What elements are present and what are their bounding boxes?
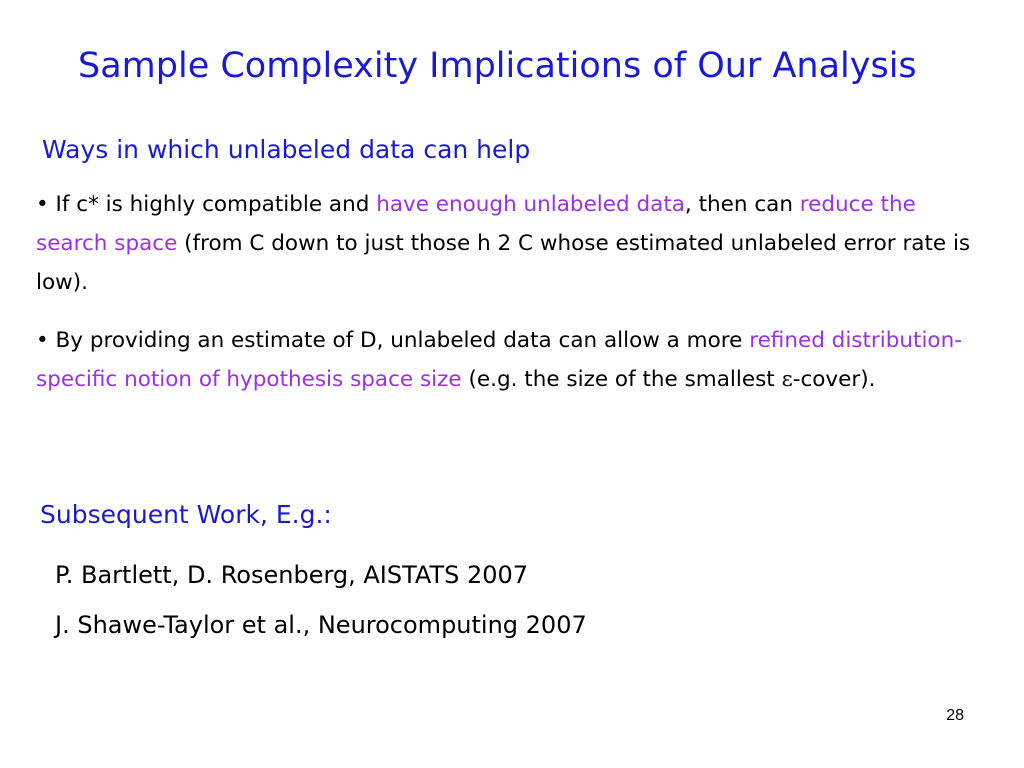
bullet-text: If c* is highly compatible and — [48, 192, 377, 217]
bullet-text: (e.g. the size of the smallest — [461, 367, 782, 392]
bullet-text: By providing an estimate of D, unlabeled data can allow a more — [48, 328, 750, 353]
highlight-enough-unlabeled-data: have enough unlabeled data — [376, 192, 685, 217]
reference-item: J. Shawe-Taylor et al., Neurocomputing 2007 — [55, 611, 587, 639]
page-number: 28 — [946, 707, 964, 724]
bullet-marker: • — [36, 328, 49, 353]
section-heading-unlabeled-data: Ways in which unlabeled data can help — [42, 135, 531, 164]
bullet-distribution-estimate — [36, 321, 976, 399]
bullet-marker: • — [36, 192, 49, 217]
bullet-text: (from C down to just those h 2 C whose estimated unlabeled error rate is low). — [36, 231, 971, 295]
bullet-text: -cover). — [792, 367, 876, 392]
reference-item: P. Bartlett, D. Rosenberg, AISTATS 2007 — [55, 561, 529, 589]
slide-title: Sample Complexity Implications of Our Analysis — [78, 46, 917, 86]
bullet-compatibility — [36, 185, 976, 302]
epsilon-symbol: ε — [781, 367, 793, 392]
subsequent-work-heading: Subsequent Work, E.g.: — [40, 500, 332, 529]
highlight-refined-notion: refined distribution-specific notion of hypothesis space size — [36, 328, 962, 392]
highlight-reduce-search-space: reduce the search space — [36, 192, 916, 256]
bullet-text: , then can — [684, 192, 800, 217]
